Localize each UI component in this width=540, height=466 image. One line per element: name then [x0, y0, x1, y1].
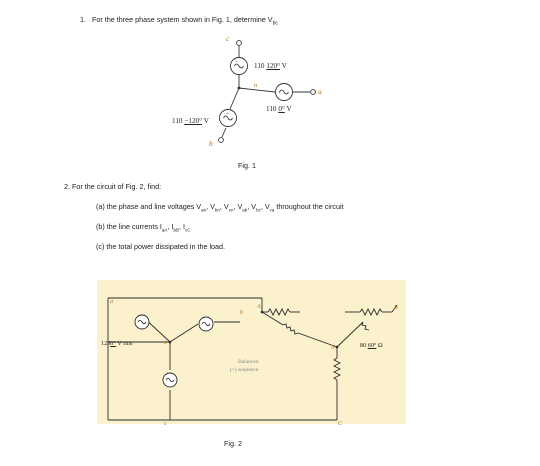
fig1-node-a: a	[318, 87, 322, 96]
fig2-node-n: n	[164, 340, 167, 346]
fig2-caption: Fig. 2	[224, 439, 242, 448]
question-2-part-b: (b) the line currents $I_{aA}$, $I_{bB}$, $I_{cC}$	[96, 222, 191, 233]
svg-text:+: +	[226, 112, 229, 117]
question-2-intro: 2. For the circuit of Fig. 2, find:	[64, 182, 162, 191]
fig2-source-bottom-icon	[163, 373, 177, 387]
fig2-node-a: a	[110, 299, 113, 305]
fig2-node-A: A	[257, 304, 261, 310]
question-1-number: 1.	[80, 15, 86, 24]
svg-text:+: +	[235, 60, 238, 65]
fig1-source-right-label: 110 0° V	[266, 105, 292, 113]
fig2-source-label: 1200° V rms	[101, 340, 133, 347]
fig2-source-left-icon	[135, 315, 149, 329]
fig2-balanced-label: Balanced	[238, 359, 259, 365]
question-1-subscript: bc	[272, 20, 278, 27]
fig1-node-b: b	[209, 139, 213, 148]
fig2-node-B: B	[394, 305, 398, 311]
fig2-node-b: b	[240, 310, 243, 316]
svg-text:+: +	[278, 91, 281, 96]
fig2-node-C: C	[338, 421, 343, 427]
fig2-load-label: 80 60° Ω	[360, 342, 383, 349]
fig1-source-left-label: 110 −120° V	[172, 117, 209, 125]
question-2-part-a: (a) the phase and line voltages $V_{an}$, $V_{bn}$, $V_{cn}$, $V_{ab}$, $V_{bc}$, $V_{ca}$ throughout the circuit	[96, 202, 344, 213]
question-1-text: For the three phase system shown in Fig. 1, determine V	[92, 15, 273, 24]
fig2-node-N: N	[331, 345, 336, 351]
fig2-sequence-label: (+) sequence	[230, 367, 259, 373]
fig1-node-n: n	[254, 82, 258, 89]
fig1-node-c: c	[226, 34, 230, 43]
fig1-caption: Fig. 1	[238, 161, 256, 170]
fig2-node-c: c	[164, 421, 167, 427]
question-2-part-c: (c) the total power dissipated in the load.	[96, 242, 226, 251]
fig1-source-top-label: 110 120° V	[254, 62, 287, 70]
fig2-source-right-icon	[199, 317, 213, 331]
